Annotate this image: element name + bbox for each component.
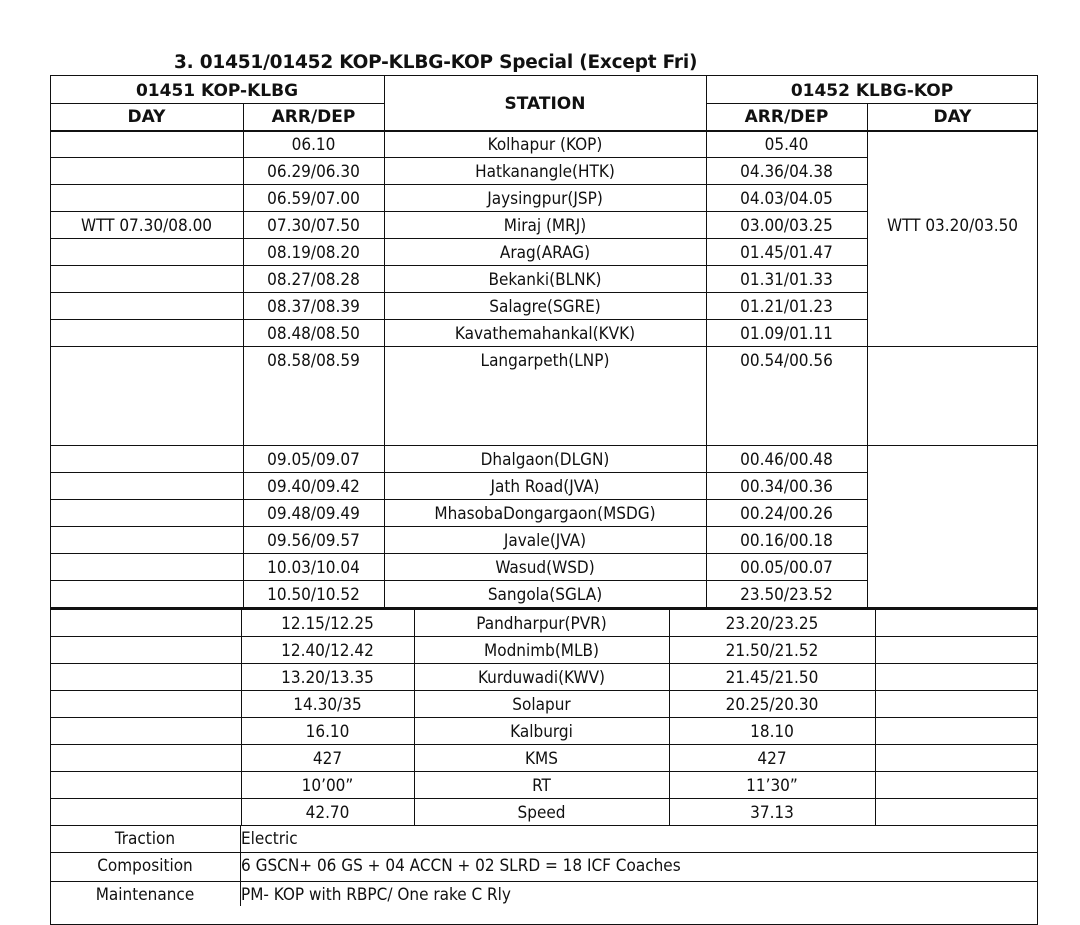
header-station: STATION bbox=[504, 94, 586, 114]
arrdep-right-cell: 01.45/01.47 bbox=[740, 243, 833, 263]
day-right-cell bbox=[867, 447, 1038, 473]
station-cell: Dhalgaon(DLGN) bbox=[480, 450, 610, 470]
station-cell: Langarpeth(LNP) bbox=[480, 351, 610, 371]
station-cell: Kurduwadi(KWV) bbox=[477, 668, 606, 688]
arrdep-right-cell: 03.00/03.25 bbox=[740, 216, 833, 236]
arrdep-left-cell: 12.15/12.25 bbox=[281, 614, 374, 634]
day-left-cell bbox=[50, 719, 241, 745]
day-left-cell bbox=[50, 501, 243, 527]
day-left-cell bbox=[50, 638, 241, 664]
day-left-cell bbox=[50, 582, 243, 608]
arrdep-right-cell: 04.03/04.05 bbox=[740, 189, 833, 209]
arrdep-right-cell: 00.46/00.48 bbox=[740, 450, 833, 470]
station-cell: Jaysingpur(JSP) bbox=[487, 189, 603, 209]
day-left-cell bbox=[50, 555, 243, 581]
grid-line bbox=[50, 445, 1038, 446]
arrdep-right-cell: 00.54/00.56 bbox=[740, 351, 833, 371]
arrdep-right-cell: 21.45/21.50 bbox=[725, 668, 819, 688]
day-right-cell bbox=[867, 267, 1038, 293]
arrdep-left-cell: 08.37/08.39 bbox=[267, 297, 360, 317]
header-right-train: 01452 KLBG-KOP bbox=[790, 81, 954, 101]
arrdep-right-cell: 00.16/00.18 bbox=[740, 531, 833, 551]
arrdep-right-cell: 427 bbox=[757, 749, 787, 769]
station-cell: Salagre(SGRE) bbox=[489, 297, 601, 317]
arrdep-left-cell: 12.40/12.42 bbox=[281, 641, 374, 661]
day-right-cell bbox=[867, 501, 1038, 527]
station-cell: Hatkanangle(HTK) bbox=[475, 162, 615, 182]
station-cell: Jath Road(JVA) bbox=[490, 477, 600, 497]
header-arrdep-left: ARR/DEP bbox=[271, 107, 356, 127]
arrdep-left-cell: 08.19/08.20 bbox=[267, 243, 360, 263]
header-day-left: DAY bbox=[127, 107, 166, 127]
arrdep-right-cell: 23.50/23.52 bbox=[740, 585, 833, 605]
day-left-cell bbox=[50, 665, 241, 691]
arrdep-right-cell: 37.13 bbox=[750, 803, 794, 823]
station-cell: Arag(ARAG) bbox=[499, 243, 591, 263]
footer-label: Traction bbox=[114, 829, 176, 849]
day-left-cell bbox=[50, 240, 243, 266]
header-arrdep-right: ARR/DEP bbox=[744, 107, 829, 127]
day-right-cell bbox=[875, 665, 1038, 691]
arrdep-left-cell: 16.10 bbox=[305, 722, 350, 742]
station-cell: Modnimb(MLB) bbox=[484, 641, 599, 661]
day-right-cell bbox=[867, 294, 1038, 320]
arrdep-right-cell: 20.25/20.30 bbox=[725, 695, 819, 715]
footer-label: Maintenance bbox=[95, 885, 195, 905]
station-cell: Pandharpur(PVR) bbox=[476, 614, 607, 634]
station-cell: Kolhapur (KOP) bbox=[487, 135, 603, 155]
day-left-cell bbox=[50, 132, 243, 158]
arrdep-left-cell: 06.10 bbox=[291, 135, 336, 155]
station-cell: RT bbox=[532, 776, 551, 796]
arrdep-left-cell: 08.27/08.28 bbox=[267, 270, 360, 290]
header-left-train: 01451 KOP-KLBG bbox=[135, 81, 299, 101]
arrdep-left-cell: 06.59/07.00 bbox=[267, 189, 360, 209]
arrdep-right-cell: 05.40 bbox=[764, 135, 809, 155]
arrdep-right-cell: 01.31/01.33 bbox=[740, 270, 833, 290]
day-left-cell bbox=[50, 528, 243, 554]
footer-value: Electric bbox=[241, 829, 298, 849]
day-right-cell bbox=[875, 773, 1038, 799]
arrdep-left-cell: 07.30/07.50 bbox=[267, 216, 360, 236]
arrdep-right-cell: 11’30” bbox=[746, 776, 798, 796]
footer-label: Composition bbox=[97, 856, 193, 876]
day-left-cell: WTT 07.30/08.00 bbox=[80, 216, 213, 236]
station-cell: Bekanki(BLNK) bbox=[488, 270, 602, 290]
arrdep-left-cell: 14.30/35 bbox=[293, 695, 362, 715]
day-right-cell bbox=[875, 611, 1038, 637]
day-left-cell bbox=[50, 447, 243, 473]
station-cell: Speed bbox=[517, 803, 566, 823]
arrdep-left-cell: 08.58/08.59 bbox=[267, 351, 360, 371]
day-right-cell bbox=[875, 800, 1038, 826]
day-right-cell bbox=[867, 159, 1038, 185]
day-right-cell bbox=[867, 474, 1038, 500]
arrdep-right-cell: 00.24/00.26 bbox=[740, 504, 833, 524]
station-cell: Miraj (MRJ) bbox=[503, 216, 587, 236]
arrdep-right-cell: 00.34/00.36 bbox=[740, 477, 833, 497]
arrdep-left-cell: 09.48/09.49 bbox=[267, 504, 360, 524]
day-right-cell bbox=[867, 582, 1038, 608]
arrdep-left-cell: 10.50/10.52 bbox=[267, 585, 360, 605]
footer-value: PM- KOP with RBPC/ One rake C Rly bbox=[241, 885, 511, 905]
station-cell: KMS bbox=[525, 749, 558, 769]
arrdep-right-cell: 21.50/21.52 bbox=[725, 641, 819, 661]
day-right-cell bbox=[867, 240, 1038, 266]
station-cell: Kalburgi bbox=[510, 722, 573, 742]
station-cell: Wasud(WSD) bbox=[495, 558, 595, 578]
day-right-cell bbox=[875, 746, 1038, 772]
arrdep-left-cell: 08.48/08.50 bbox=[267, 324, 360, 344]
day-right-cell bbox=[867, 555, 1038, 581]
header-day-right: DAY bbox=[933, 107, 972, 127]
day-left-cell bbox=[50, 348, 243, 374]
day-left-cell bbox=[50, 800, 241, 826]
day-left-cell bbox=[50, 267, 243, 293]
day-left-cell bbox=[50, 321, 243, 347]
arrdep-left-cell: 10.03/10.04 bbox=[267, 558, 360, 578]
day-right-cell bbox=[875, 638, 1038, 664]
day-left-cell bbox=[50, 611, 241, 637]
station-cell: Javale(JVA) bbox=[503, 531, 587, 551]
arrdep-right-cell: 00.05/00.07 bbox=[740, 558, 833, 578]
arrdep-left-cell: 09.56/09.57 bbox=[267, 531, 360, 551]
arrdep-left-cell: 427 bbox=[312, 749, 343, 769]
timetable-title: 3. 01451/01452 KOP-KLBG-KOP Special (Except Fri) bbox=[174, 52, 698, 73]
arrdep-left-cell: 13.20/13.35 bbox=[281, 668, 374, 688]
day-left-cell bbox=[50, 773, 241, 799]
day-right-cell: WTT 03.20/03.50 bbox=[886, 216, 1019, 236]
arrdep-right-cell: 18.10 bbox=[750, 722, 794, 742]
footer-value: 6 GSCN+ 06 GS + 04 ACCN + 02 SLRD = 18 ICF Coaches bbox=[241, 856, 681, 876]
day-left-cell bbox=[50, 186, 243, 212]
arrdep-left-cell: 09.40/09.42 bbox=[267, 477, 360, 497]
day-left-cell bbox=[50, 159, 243, 185]
station-cell: Sangola(SGLA) bbox=[487, 585, 603, 605]
day-left-cell bbox=[50, 746, 241, 772]
arrdep-left-cell: 06.29/06.30 bbox=[267, 162, 360, 182]
day-right-cell bbox=[875, 719, 1038, 745]
day-left-cell bbox=[50, 474, 243, 500]
day-right-cell bbox=[875, 692, 1038, 718]
arrdep-left-cell: 42.70 bbox=[305, 803, 350, 823]
arrdep-left-cell: 10’00” bbox=[301, 776, 354, 796]
arrdep-right-cell: 04.36/04.38 bbox=[740, 162, 833, 182]
arrdep-right-cell: 01.21/01.23 bbox=[740, 297, 833, 317]
station-cell: Kavathemahankal(KVK) bbox=[454, 324, 636, 344]
arrdep-left-cell: 09.05/09.07 bbox=[267, 450, 360, 470]
arrdep-right-cell: 01.09/01.11 bbox=[740, 324, 833, 344]
day-right-cell bbox=[867, 186, 1038, 212]
day-right-cell bbox=[867, 528, 1038, 554]
day-right-cell bbox=[867, 321, 1038, 347]
station-cell: MhasobaDongargaon(MSDG) bbox=[434, 504, 656, 524]
day-right-cell bbox=[867, 132, 1038, 158]
arrdep-right-cell: 23.20/23.25 bbox=[725, 614, 819, 634]
day-right-cell bbox=[867, 348, 1038, 374]
day-left-cell bbox=[50, 692, 241, 718]
station-cell: Solapur bbox=[512, 695, 571, 715]
day-left-cell bbox=[50, 294, 243, 320]
